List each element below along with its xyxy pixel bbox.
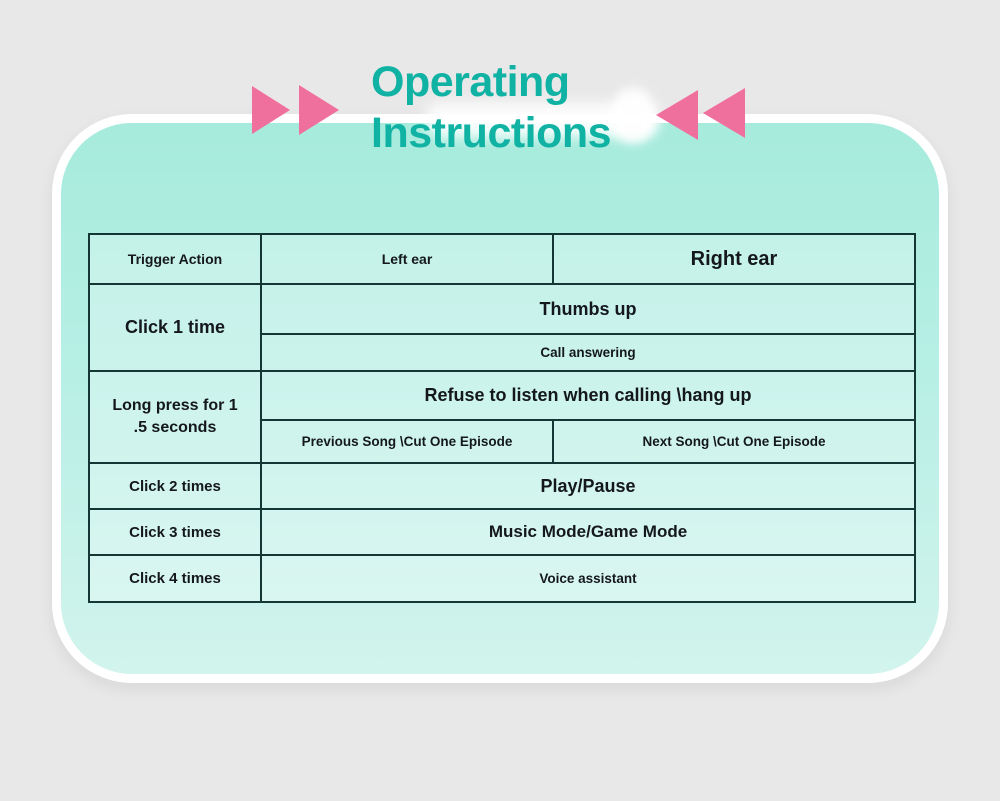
table-row [89,284,915,334]
page-title-line1: Operating [371,58,570,106]
instructions-table [88,233,916,603]
double-triangle-right-icon [299,85,339,135]
highlight-smudge [612,88,654,143]
table-row [89,463,915,509]
cell-voice-assistant: Voice assistant [261,555,915,602]
cell-thumbs-up: Thumbs up [261,284,915,334]
cell-call-answering: Call answering [261,334,915,371]
page-title-line2: Instructions [371,109,612,157]
action-click-4-times: Click 4 times [89,555,261,602]
double-triangle-left-icon [656,90,698,140]
table-row [89,509,915,555]
cell-music-game-mode: Music Mode/Game Mode [261,509,915,555]
double-triangle-left-icon [703,88,745,138]
table-header-row [89,234,915,284]
action-click-1-time: Click 1 time [89,284,261,371]
table-row [89,555,915,602]
cell-next-song: Next Song \Cut One Episode [553,420,915,463]
cell-refuse-hang-up: Refuse to listen when calling \hang up [261,371,915,420]
header-right-ear: Right ear [553,234,915,284]
action-long-press-line1: Long press for 1 [112,397,238,414]
header-left-ear: Left ear [261,234,553,284]
double-triangle-right-icon [252,86,290,134]
action-long-press [89,371,261,463]
table-row [89,371,915,420]
action-click-2-times: Click 2 times [89,463,261,509]
page-title [371,57,611,159]
action-long-press-line2: .5 seconds [133,419,217,436]
header-trigger-action: Trigger Action [89,234,261,284]
cell-previous-song: Previous Song \Cut One Episode [261,420,553,463]
action-click-3-times: Click 3 times [89,509,261,555]
cell-play-pause: Play/Pause [261,463,915,509]
